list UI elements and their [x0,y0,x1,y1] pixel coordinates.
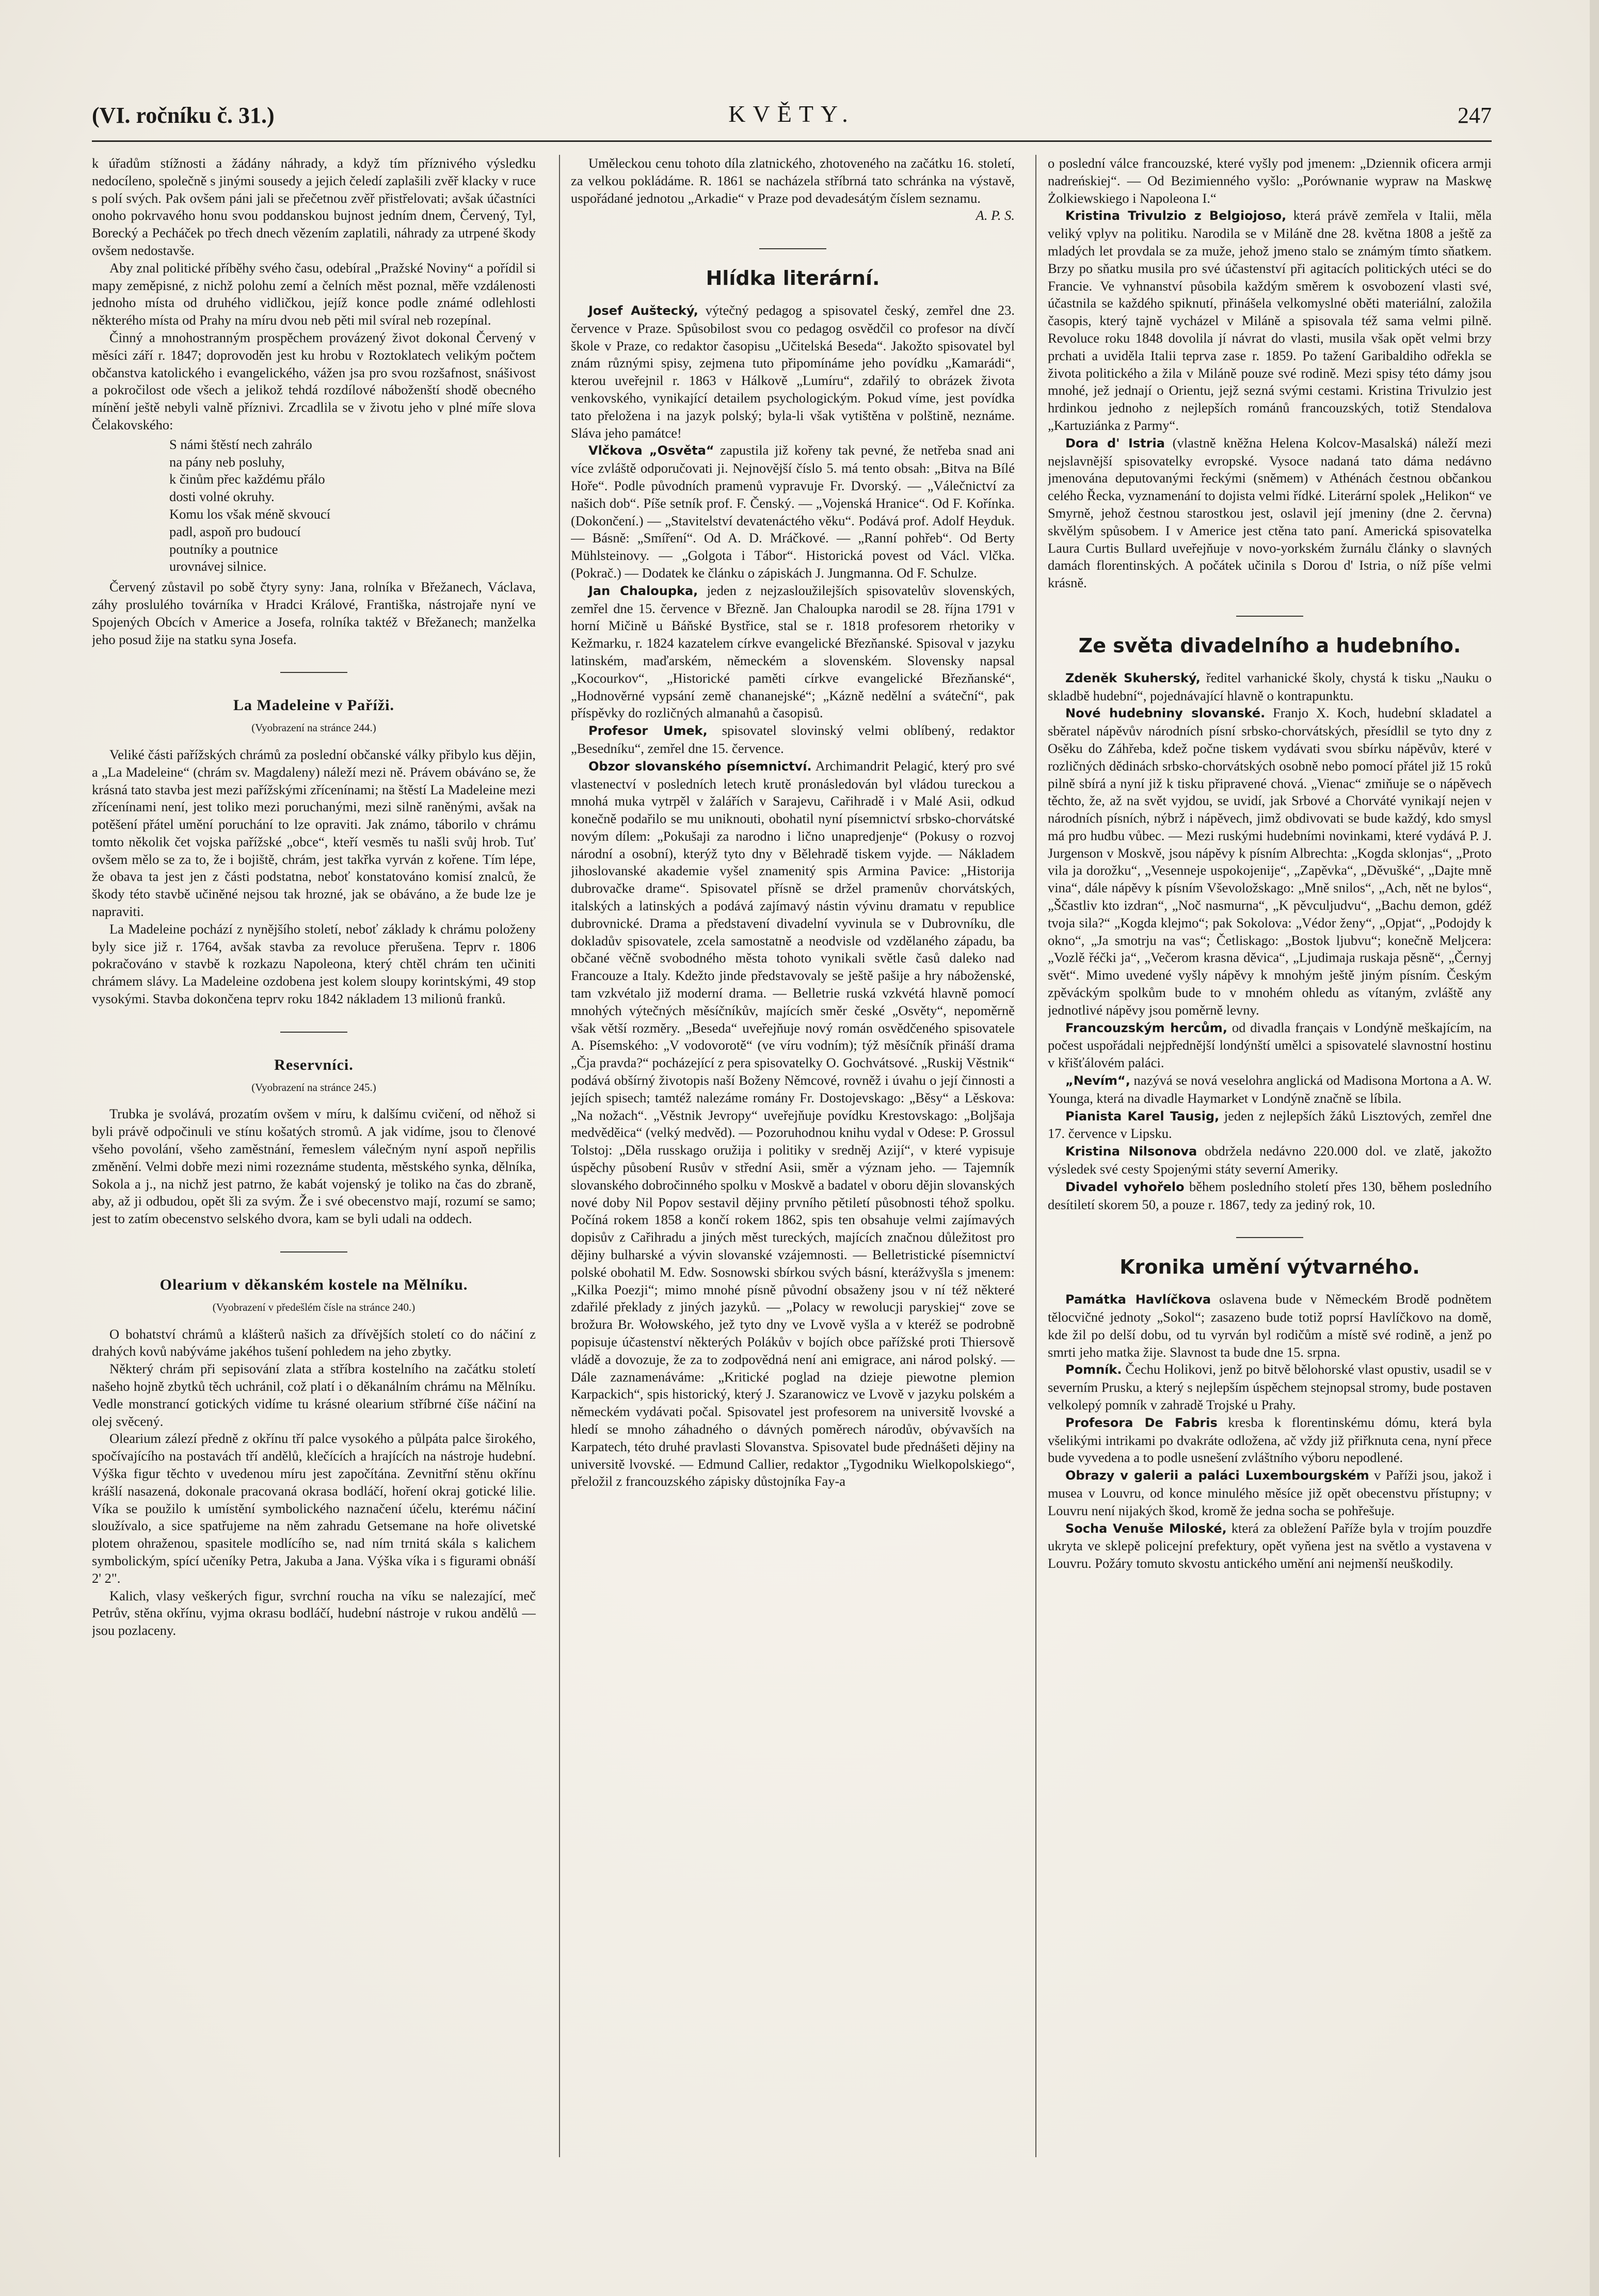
section-title: Ze světa divadelního a hudebního. [1078,634,1461,657]
divider [1236,1237,1303,1238]
paragraph [1048,207,1492,434]
text: v Paříži jsou, jakož i musea v Louvru, od konce minulého měsíce již opět obecenstvu přístupny; v Louvru není nijakých škod, kromě že jedna socha se pohřešuje. [1048,1467,1492,1518]
text: kresba k florentinskému dómu, která byla všelikými intrikami po dvakráte odložena, ač vždy již přiřknuta cena, nyní přece bude vyvedena a to podle usnešení zvláštního výboru nepodlené. [1048,1414,1492,1466]
text: nazývá se nová veselohra anglická od Madisona Mortona a A. W. Younga, která na divadle Haymarket v Londýně značně se líbila. [1048,1072,1492,1106]
paragraph [571,758,1015,1490]
text: výtečný pedagog a spisovatel český, zemřel dne 23. července v Praze. Spůsobilost svou co pedagog osvědčil co profesor na dívčí škole v Praze, co redaktor časopisu „Učitelská Beseda“. Jakožto spisovatel byl znám různými spisy, zejmena tuto připomínáme jeho povídku „Kamarádi“, kterou uveřejnil r. 1863 v Hálkově „Lumíru“, zdařilý to obrázek života venkovského, vynikající detailem psychologickým. Pokud víme, jest povídka tato přeložena i na jazyk polský; byla-li však vytištěna v polštině, neznáme. Sláva jeho památce! [571,302,1015,441]
paragraph [1048,1361,1492,1414]
poem-line: poutníky a poutnice [169,541,278,557]
article-subtitle: (Vyobrazení v předešlém čísle na stránce 240.) [212,1300,415,1313]
text: jeden z nejzasloužilejších spisovatelův slovenských, zemřel dne 15. července v Březně. Jan Chaloupka narodil se 28. října 1791 v horní Mičině u Báňské Bystřice, stal se r. 1818 profesorem rhetoriky v Kežmarku, r. 1824 kazatelem církve evangelické Březňanské. Spisoval v jazyku latinském, maďarském, německém a slovenském. Slovensky napsal „Kocourkov“, „Historické paměti církve evangelické Březňanské“, „Hodnověrné vypsání země chananejské“; „Kázně nedělní a sváteční“, pak příspěvky do rozličných almanahů a časopisů. [571,582,1015,721]
paragraph: Činný a mnohostranným prospěchem provázený život dokonal Červený v měsíci září r. 1847; doprovoděn jest ku hrobu v Roztoklatech velikým počtem občanstva katolického i evangelického, vážen jsa pro svou rozšafnost, snášivost a pokročilost ode všech a jelikož tehdá rozdílové náboženští shodě obecného mínění ještě nebyli valně příznivi. Zrcadlila se v životu jeho v plné míře slova Čelakovského: [92,329,536,432]
keyword: Památka Havlíčkova [1065,1292,1211,1307]
divider [280,1032,347,1033]
paragraph: Veliké části pařížských chrámů za poslední občanské války přibylo kus dějin, a „La Madeleine“ (chrám sv. Magdaleny) náleží mezi ně. Právem obáváno se, že krásná tato stavba jest mezi pařížskými zřícenínami; na štěstí La Madeleine mezi zřícenínami není, jest toliko mezi poruchanými, mezi silně raněnými, avšak na potěšení přátel umění poruchání to lze opraviti. Jak známo, táborilo v chrámu tomto několik čet vojska pařížské „obce“, kteří vesměs tu našli svůj hrob. Tuť ovšem mělo se za to, že i bojiště, chrám, jest takřka vyrván z kořene. Tím lépe, že obava ta jest jen z části podstatna, neboť konstatováno komisí znalců, že škody této stavbě učiněné nejsou tak hrozné, jak se obáváno, a že bude lze je napraviti. [92,746,536,920]
paragraph [1048,1291,1492,1361]
text: spisovatel slovinský velmi oblíbený, redaktor „Besedníku“, zemřel dne 15. července. [571,722,1015,756]
divider [759,248,826,249]
text: během posledního století přes 130, během posledního desítiletí skorem 50, a pouze r. 1867, tedy za jediný rok, 10. [1048,1178,1492,1212]
poem-line: k činům přec každému přálo [169,471,325,487]
keyword: Francouzským hercům, [1065,1020,1227,1035]
paragraph: Kalich, vlasy veškerých figur, svrchní roucha na víku se nalezající, meč Petrův, stěna okřínu, vyjma okrasu bodláčí, hudební nástroje v rukou andělů — jsou pozlaceny. [92,1587,536,1639]
text: která za obležení Paříže byla v trojím pouzdře ukryta ve sklepě policejní prefektury, opět vyňena jest na světlo a vystavena v Louvru. Požáry tomuto skvostu antického umění ani nejmenší neuškodily. [1048,1520,1492,1571]
paragraph [1048,1019,1492,1072]
keyword: Pomník. [1065,1362,1122,1377]
keyword: Josef Auštecký, [588,303,698,318]
keyword: Obrazy v galerii a paláci Luxembourgském [1065,1468,1369,1483]
issue-label: (VI. ročníku č. 31.) [92,103,275,128]
divider [280,672,347,673]
section-title: Hlídka literární. [706,267,880,290]
paragraph [571,442,1015,582]
text: zapustila již kořeny tak pevné, že netřeba snad ani více zvláště odporučovati ji. Nejnovější číslo 5. má tento obsah: „Bitva na Bílé Hoře“. Podle původních pramenů vypravuje Fr. Dvorský. — „Válečnictví za našich dob“. Píše setník prof. F. Čenský. — „Vojenská Hranice“. Od F. Kořínka. (Dokončení.) — „Stavitelství devatenáctého věku“. Podává prof. Adolf Heyduk. — Básně: „Smíření“. Od A. D. Mráčkové. — „Ranní pohřeb“. Od Berty Mühlsteinovy. — „Golgota i Tábor“. Historická povest od Václ. Vlčka. (Pokrač.) — Dodatek ke článku o zápiskách J. Jungmanna. Od F. Schulze. [571,442,1015,581]
article-title: Reservníci. [274,1056,354,1073]
text: ředitel varhanické školy, chystá k tisku „Nauku o skladbě hudební“, pojednávající hlavně o kontrapunktu. [1048,669,1492,703]
paragraph: Olearium zálezí předně z okřínu tří palce vysokého a půlpáta palce širokého, spočívajícího na postavách tří andělů, klečících a hrajících na nástroje hudební. Výška figur těchto v uvedenou míru jest započítána. Zevnitřní stěnu okřínu krášlí nasazená, dokonale pracovaná okrasa bodláčí, hoření okraj gotické lilie. Víka se použilo k umístění symbolického naznačení účelu, kterému náčiní sloužívalo, a sice spatřujeme na něm zahradu Getsemane na hoře olivetské plotem ohraženou, spasitele modlícího se, nad ním trnitá skála s kalichem symbolickým, spící učeníky Petra, Jakuba a Jana. Výška víka i s figurami obnáší 2' 2". [92,1431,536,1586]
paragraph: Aby znal politické příběhy svého času, odebíral „Pražské Noviny“ a pořídil si mapy zeměpisné, z nichž polohu zemí a čelních měst poznal, měře vzdálenosti jednoho místa od druhého vidličkou, jejíž konce podle známé odlehlosti některého místa od Prahy na míru dvou neb pěti mil svíral neb rozepínal. [92,260,536,328]
text: obdržela nedávno 220.000 dol. ve zlatě, jakožto výsledek své cesty Spojenými státy severní Ameriky. [1048,1143,1492,1177]
paragraph: Uměleckou cenu tohoto díla zlatnického, zhotoveného na začátku 16. století, za velkou pokládáme. R. 1861 se nacházela stříbrná tato schránka na výstavě, uspořádané jednotou „Arkadie“ v Praze pod devadesátým číslem seznamu. [571,155,1015,206]
poem [169,436,536,575]
page-number: 247 [1458,103,1492,128]
column-3 [1048,155,1492,2167]
paragraph: Některý chrám při sepisování zlata a stříbra kostelního na začátku století našeho hojně zbytků těch uchránil, což platí i o děkanálním chrámu na Mělníku. Vedle monstrancí gotických vidíme tu krásné olearium stříbrné číše náčiní na olej svěcený. [92,1361,536,1429]
paragraph [1048,1107,1492,1143]
keyword: Nové hudebniny slovanské. [1065,706,1266,721]
keyword: Kristina Nilsonova [1065,1144,1197,1159]
paragraph [571,582,1015,722]
article-title: Olearium v děkanském kostele na Mělníku. [159,1276,468,1294]
paragraph [571,302,1015,442]
page-header [92,98,1492,139]
signature: A. P. S. [976,207,1015,223]
keyword: „Nevím“, [1065,1073,1130,1088]
text: Franjo X. Koch, hudební skladatel a sběratel nápěvův národních písní srbsko-chorvátských, přesídlil se tyto dny z Osěku do Záhřeba, kdež počne tiskem vydávati svou sbírku nápěvův, které v rozličných dědinách srbsko-chorvátských osobně nebo pomocí přátel již 15 roků pilně sbírá a nyní již k tisku připravené chová. „Vienac“ zmiňuje se o nápěvech těchto, že, až na svět vyjdou, se uvidí, jak Srbové a Chorváté vynikají nejen v národních písních, nýbrž i nápěvech, jimž obdivovati se bude každý, kdo smysl má pro hudbu vůbec. — Mezi ruskými hudebními novinkami, které vydává P. J. Jurgenson v Moskvě, jsou nápěvy k písním Albrechta: „Kogda sklonjas“, „Proto vila ja dorožku“, „Vesenneje uspokojenije“, „Zapěvka“, „Děvušké“, „Dajte mně vina“, dále nápěvy k písním Vševoložskago: „Mně snilos“, „Ach, nět ne bylos“, „Ščastliv kto izdran“, „Noč nasmurna“, „K pěvculjudvu“, „Bachu demon, gdéž tvoja sila?“ „Kogda klejmo“; pak Sokolova: „Védor ženy“, „Opjat“, „Podojdy k okno“, „Ja smotrju na vas“; Četliskago: „Bostok ljubvu“; konečně Meljcera: „Vozlě řéčki ja“, „Večerom krasna děvica“, „Ljudimaja ruskaja pěsně“, „Černyj svět“. Mimo uvedené vyšly nápěvy k mnohým ještě jiným písním. Českým zpěváckým spolkům bude to v mnohém ohledu as vítaným, zvláště any jednotlivé nápěvy jsou poměrně levny. [1048,705,1492,1018]
keyword: Socha Venuše Miloské, [1065,1521,1227,1536]
section-title: Kronika umění výtvarného. [1120,1256,1420,1279]
paragraph [1048,1072,1492,1107]
text: Čechu Holikovi, jenž po bitvě bělohorské vlast opustiv, usadil se v severním Prusku, a který s nejlepším úspěchem stejnopsal stromy, bude postaven velkolepý pomník v zahradě Trojské u Prahy. [1048,1361,1492,1412]
poem-line: S námi štěstí nech zahrálo [169,436,312,452]
paragraph: O bohatství chrámů a klášterů našich za dřívějších století co do náčiní z drahých kovů nabýváme jakéhos tušení pohledem na jeho zbytky. [92,1326,536,1359]
header-rule [92,140,1492,142]
page-binding-edge [1590,0,1599,2296]
poem-line: padl, aspoň pro budoucí [169,523,301,539]
text: Archimandrit Pelagić, který pro své vlastenectví v posledních letech krutě pronásledován byl vládou tureckou a mnohá muka vytrpěl v žalářích v Sarajevu, Cařihradě i v Malé Asii, odkud konečně podařilo se mu uniknouti, obohatil nyní písemnictví srbsko-chorvátské novým dílem: „Pokušaji za narodno i lično unapredjenje“ (Pokusy o rozvoj národní a osobní), kterýž tyto dny v Bělehradě tiskem vyjde. — Nákladem jihoslovanské akademie vyšel znamenitý spis Armina Pavice: „Historija dubrovačke drame“. Spisovatel přísně se držel pramenův chorvátských, italských a latinských a podává zajímavý nástin vývinu dramatu v republice dubrovnické. Drama a představení divadelní vyvinula se v Dubrovníku, dle dokladův spisovatele, zcela samostatně a neodvisle od vzdělaného západu, ba občané věčně svobodného města tohoto vynikali světle časů daleko nad Francouze a Italy. Kdežto jinde představovaly se ještě pašije a hry náboženské, tam vzkvétalo již moderní drama. — Belletrie ruská vzkvétá hlavně pomocí mnohých výtečných měsíčníkův, majících směr české „Osvěty“, nepoměrně však větší rozměry. „Beseda“ uveřejňuje nový román osvědčeného spisovatele A. Písemského: „V vodovorotě“ (ve víru vodním); týž měsíčník přináší drama „Čja pravda?“ pocházející z pera spisovatelky O. Gochvátsové. „Ruskij Věstnik“ podává obšírný životopis naší Boženy Němcové, rovněž i úvahu o její činnosti a jejích spisech; tamtéž nalezáme romány Fr. Dostojevskago: „Běsy“ a Lěskova: „Na nožach“. „Věstnik Jevropy“ uveřejňuje povídku Krestovskago: „Boljšaja medvěděica“ (velký medvěd). — Pozoruhodnou knihu vydal v Odese: P. Grossul Tolstoj: „Děla russkago oružija i politiky v sredněj Azijí“, v které vypisuje úspěchy působení Rusův v střední Asii, směr a význam jeho. — Tajemník slovanského dobročinného spolku v Moskvě a badatel v oboru dějin slovanských nové doby Nil Popov sestavil dějiny prvního pětiletí působnosti téhož spolku. Počíná rokem 1858 a končí rokem 1862, spis ten obsahuje velmi zajímavých dopisův z Cařihradu a jiných měst tureckých, majících značnou důležitost pro dějiny bulharské a vývin slovanské vzájemnosti. — Belletristické písemnictví polské obohatil M. Edw. Sosnowski sbírkou svých básní, kterážvyšla s jmenem: „Kilka Poezji“; mimo mnohé písně původní obsaženy jsou v ní též některé zdařilé překlady z jiných jazyků. — „Polacy w rewolucji paryskiej“ zove se brožura Br. Wołowského, jež tyto dny ve Lvově vyšla a v kteréž se podrobně popisuje účastenství některých Polákův v bojích obce pařížské proti Thiersově vládě a dovozuje, že za to zodpovědná není ani emigrace, ani národ polský. — Dále zaznamenáváme: „Kritické poglad na dzieje piewotne plemion Karpackich“, spis historický, který J. Szaranowicz ve Lvově v jazyku polském a německém vydávati počal. Spisovatel jest profesorem na universitě lvovské a hledí se mnoho záhadného o dávných poměrech národův, obývavších na Karpatech, této druhé pravlasti Slovanstva. Spisovatel bude přednášeti dějiny na universitě lvovské. — Edmund Callier, redaktor „Tygodniku Wielkopolskiego“, přeložil z francouzského zápisky důstojníka Fay-a [571,758,1015,1489]
article-subtitle: (Vyobrazení na stránce 244.) [251,721,376,734]
paragraph [571,722,1015,758]
column-1 [92,155,536,2167]
paragraph: k úřadům stížnosti a žádány náhrady, a když tím příznivého výsledku nedocíleno, společně s jinými sousedy a jejich čeledí zaplašili zvěř klacky v ruce s polí svých. Pak ovšem páni jali se přečetnou zvěř přistřelovati; avšak účastníci onoho pokrvavého honu svou poddanskou bujnost jedním dnem, Červený, Tyl, Borecký a Pecháček po třech dnech vězením zaplatili, náhrady za utrpené škody ovšem nedostavše. [92,155,536,258]
keyword: Profesor Umek, [588,724,708,738]
poem-line: urovnávej silnice. [169,558,267,574]
text: oslavena bude v Německém Brodě podnětem tělocvičné jednoty „Sokol“; zasazeno bude totiž poprsí Havlíčkovo na domě, kde žil po delší dobu, od tu vyrván byl rodičům a místě své rodině, a jenž po smrti jeho matka žije. Slavnost ta bude dne 15. srpna. [1048,1291,1492,1360]
paragraph: Trubka je svolává, prozatím ovšem v míru, k dalšímu cvičení, od něhož si byli právě odpočinuli ve stínu košatých stromů. A jak vidíme, jsou to členové všeho povolání, všeho zaměstnání, řemeslem válečným nyní aspoň nepřilis změnění. Velmi dobře mezi nimi rozeznáme studenta, městského synka, dělníka, Sokola a j., na nichž jest patrno, že kabát vojenský je toliko na čas do zbraně, aby, až ji odbudou, opět šli za svým. Že i své obecenstvo mají, rozumí se samo; jest to zatím obecenstvo selského dvora, kam se byli udali na oddech. [92,1106,536,1227]
poem-line: Komu los však méně skvoucí [169,506,331,522]
keyword: Zdeněk Skuherský, [1065,670,1201,685]
keyword: Vlčkova „Osvěta“ [588,443,714,458]
keyword: Kristina Trivulzio z Belgiojoso, [1065,208,1287,223]
article-subtitle: (Vyobrazení na stránce 245.) [251,1081,376,1094]
paragraph [1048,1520,1492,1572]
keyword: Dora d' Istria [1065,436,1165,451]
paragraph [1048,669,1492,705]
magazine-title: KVĚTY. [728,101,855,127]
text: od divadla français v Londýně meškajícím, na počest uspořádali nejpřednější londýnští umělci a spisovatelé slavnostní hostinu v křišťálovém paláci. [1048,1019,1492,1071]
keyword: Jan Chaloupka, [588,583,698,598]
paragraph: o poslední válce francouzské, které vyšly pod jmenem: „Dziennik oficera armji nadreńskiej“. — Od Bezimienného vyšlo: „Porównanie wypraw na Maskwę Żolkiewskiego i Napoleona I.“ [1048,155,1492,206]
text: (vlastně kněžna Helena Kolcov-Masalská) náleží mezi nejslavnější spisovatelky evropské. Vysoce nadaná tato dáma nedávno jmenována deputovanými řeckými (sněmem) v Athénách čestnou občankou celého Řecka, vyznamenání to dojista velmi řídké. Literární spolek „Helikon“ ve Smyrně, jehož čestnou starostkou jest, oslavil její jmeniny (dne 2. června) skvělým spůsobem. I v Americe jest ctěna tato paní. Americká spisovatelka Laura Curtis Bullard uveřejňuje v novo-yorkském žurnálu články o slavných damách florentinských. A počátek učinila s Dorou d' Istria, o níž píše velmi krásně. [1048,435,1492,591]
paragraph [1048,704,1492,1019]
text: která právě zemřela v Italii, měla veliký vplyv na politiku. Narodila se v Miláně dne 28. května 1808 a ještě za mladých let provdala se za muže, jehož jmeno stalo se známým tímto sňatkem. Brzy po sňatku musila pro své účastenství při agitacích politických utéci se do Francie. Ve vyhnanství působila každým směrem k osvobození vlasti své, účastnila se každého spiknutí, přinášela velkomyslné oběti materiální, založila časopis, který tajně vycházel v Miláně a spisovala též sama velmi pilně. Revoluce roku 1848 dovolila jí návrat do vlasti, musila však opět velmi brzy prchati a uviděla Italii teprva zase r. 1859. Po tažení Garibaldiho odřekla se života politického a žila v Miláně pouze své rodině. Mezi spisy této dámy jsou mnohé, jež jednají o Orientu, jejž sezná svými cestami. Kristina Trivulzio jest hrdinkou jednoho z nejlepších románů francouzských, totiž Stendalova „Kartuziánka z Parmy“. [1048,207,1492,433]
article-title: La Madeleine v Paříži. [233,697,394,714]
paragraph [1048,1467,1492,1519]
paragraph [1048,1414,1492,1467]
paragraph: La Madeleine pochází z nynějšího století, neboť základy k chrámu položeny byly sice již r. 1764, avšak stavba za revoluce přerušena. Teprv r. 1806 pokračováno v stavbě k rozkazu Napoleona, který chtěl chrám ten učiniti chrámem slávy. La Madeleine ozdobena jest kolem sloupy korintskými, 49 stop vysokými. Stavba dokončena teprv roku 1842 nákladem 13 milionů franků. [92,921,536,1007]
keyword: Profesora De Fabris [1065,1415,1218,1430]
keyword: Pianista Karel Tausig, [1065,1109,1220,1123]
column-separator [559,155,560,2157]
poem-line: dosti volné okruhy. [169,489,275,505]
column-separator [1035,155,1036,2157]
paragraph [1048,1143,1492,1178]
paragraph [1048,435,1492,592]
divider [280,1251,347,1253]
divider [1236,616,1303,617]
keyword: Divadel vyhořelo [1065,1179,1185,1194]
paragraph: Červený zůstavil po sobě čtyry syny: Jana, rolníka v Břežanech, Václava, záhy proslulého továrníka v Hradci Králové, Františka, nástrojaře nyní ve Spojených Obcích v Americe a Josefa, rolníka taktéž v Břežanech; manželka jeho posud žije na statku syna Josefa. [92,579,536,647]
keyword: Obzor slovanského písemnictví. [588,759,812,774]
poem-line: na pány neb posluhy, [169,454,285,470]
paragraph [1048,1178,1492,1214]
column-2 [571,155,1015,2167]
text: jeden z nejlepších žáků Lisztových, zemřel dne 17. července v Lipsku. [1048,1107,1492,1142]
